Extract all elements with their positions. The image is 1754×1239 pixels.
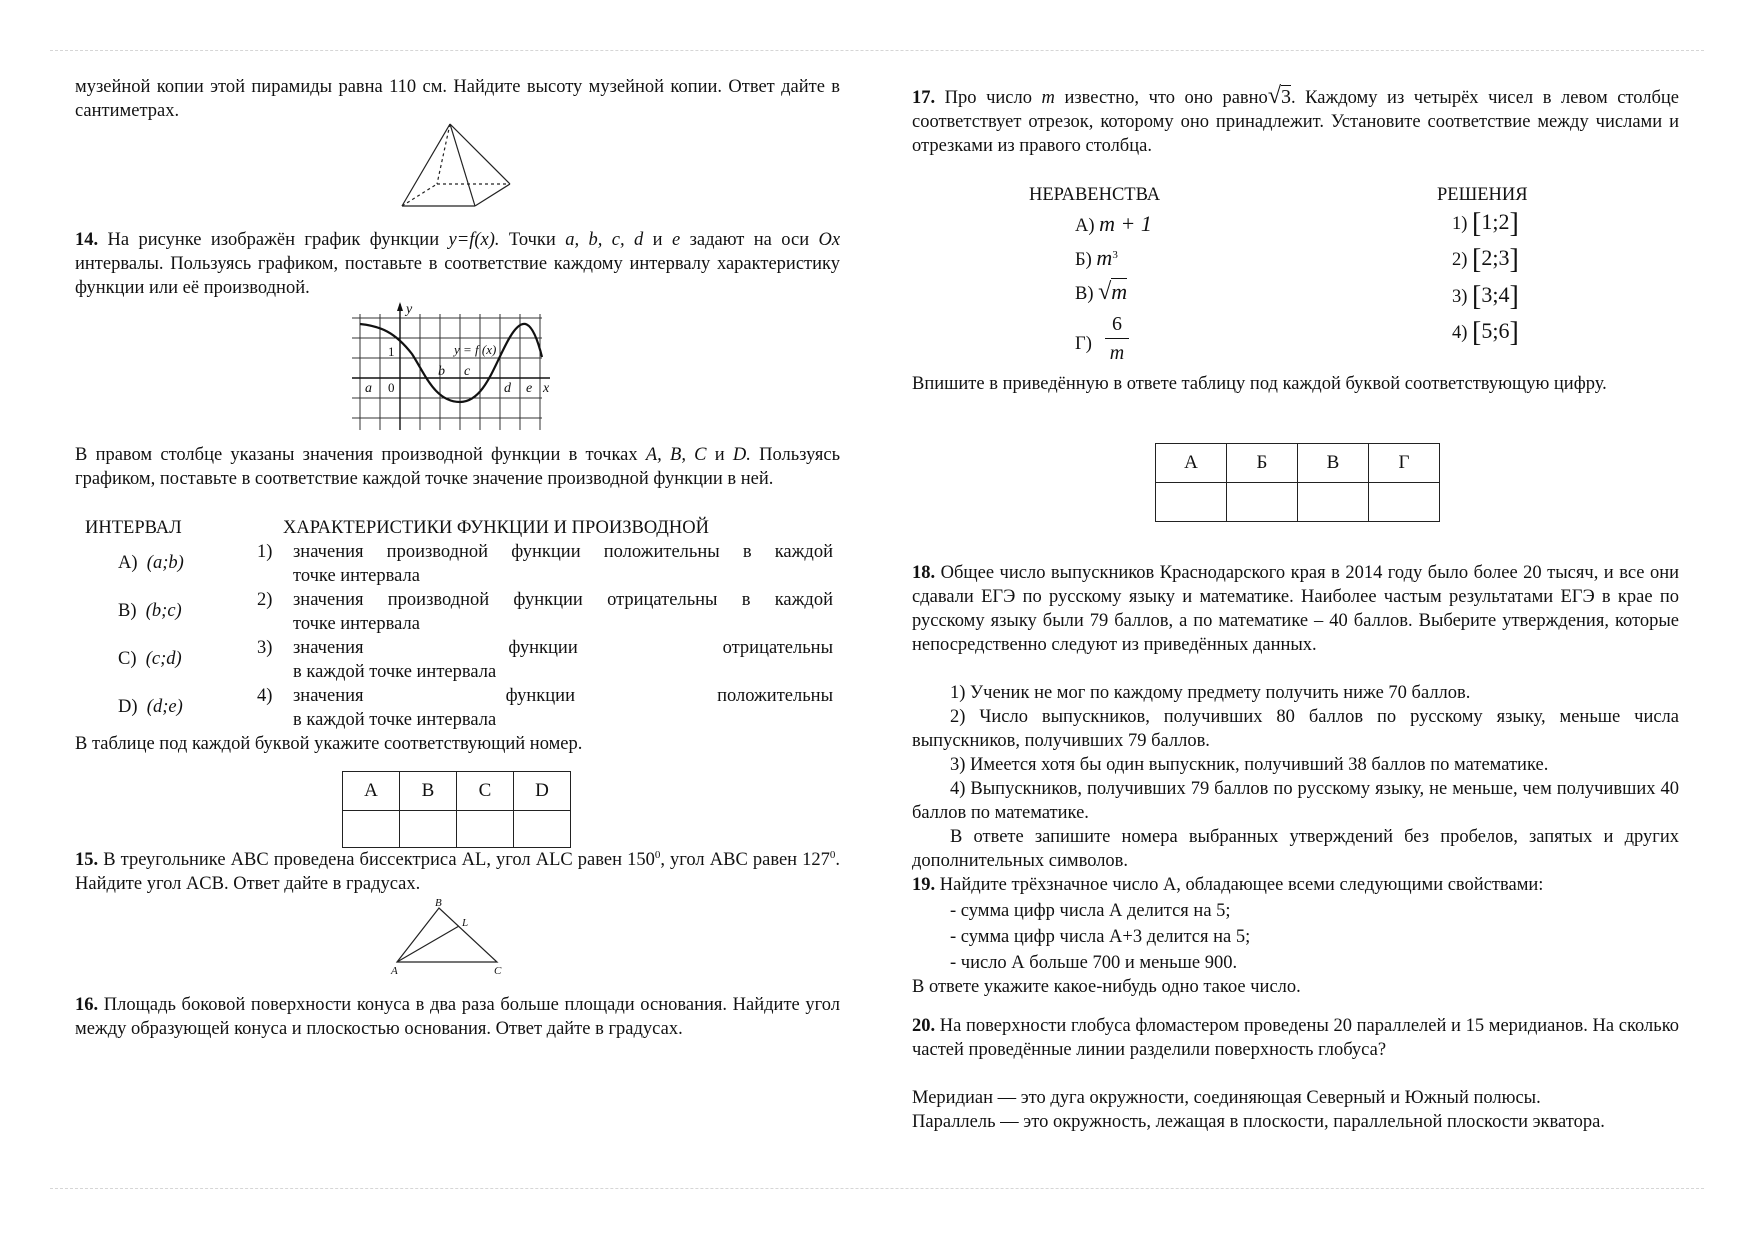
problem-19: 19. Найдите трёхзначное число А, обладающее всеми следующими свойствами: — [912, 875, 1544, 895]
problem-15: 15. В треугольнике ABC проведена биссектриса AL, угол ALC равен $150^0$, угол ABC равен $127^0$. Найдите угол ACB. Ответ дайте в градусах. — [75, 849, 841, 894]
problem-20-definition: Параллель — это окружность, лежащая в плоскости, параллельной плоскости экватора. — [912, 1112, 1605, 1132]
problem-14-text: задают на оси — [689, 230, 810, 250]
problem-18-item: 4) Выпускников, получивших 79 баллов по русскому языку, не меньше, чем получивших 40 баллов по математике. — [912, 779, 1679, 823]
problem-17-number: 17. — [912, 88, 936, 108]
solution-item: 2) [2;3] — [1452, 244, 1519, 275]
problem-14-point-e: e — [671, 230, 681, 250]
problem-20-number: 20. — [912, 1016, 936, 1036]
y-axis-arrow — [397, 302, 403, 311]
table-header-cell: А — [1156, 444, 1227, 483]
characteristic-item: 4) значения функции положительны в каждой точке интервала — [257, 686, 833, 730]
table-header-cell: D — [514, 772, 571, 811]
triangle-figure — [387, 898, 507, 976]
header-solutions: РЕШЕНИЯ — [1437, 185, 1528, 205]
answer-table-14 — [342, 771, 571, 848]
answer-cell[interactable] — [343, 811, 400, 848]
problem-18: 18. Общее число выпускников Краснодарского края в 2014 году было более 20 тысяч, и все они сдавали ЕГЭ по русскому языку и математике. Наиболее частым результатами ЕГЭ в крае по русскому языку были 79 баллов, а по математике – 40 баллов. Выберите утверждения, которые непосредственно следуют из приведённых данных. — [912, 563, 1680, 655]
solution-item: 1) [1;2] — [1452, 208, 1519, 239]
bottom-guide-line — [50, 1188, 1704, 1189]
solution-item: 3) [3;4] — [1452, 281, 1519, 312]
problem-18-item: 3) Имеется хотя бы один выпускник, получивший 38 баллов по математике. — [950, 755, 1549, 775]
graph-label-x: x — [543, 381, 550, 396]
problem-14-func: y=f(x). — [448, 230, 500, 250]
pyramid-base-edge — [475, 184, 510, 206]
sqrt-symbol: √ — [1098, 279, 1112, 305]
graph-label-func: y = f (x) — [454, 342, 497, 357]
pyramid-edge — [402, 124, 450, 206]
answer-cell[interactable] — [1369, 483, 1440, 522]
interval-item: B) (b;c) — [118, 601, 182, 621]
interval-item: D) (d;e) — [118, 697, 183, 717]
interval-item: A) (a;b) — [118, 553, 184, 573]
answer-cell[interactable] — [1298, 483, 1369, 522]
solution-item: 4) [5;6] — [1452, 317, 1519, 348]
answer-table-17 — [1155, 443, 1440, 522]
problem-14-text: и — [652, 230, 663, 250]
problem-15-number: 15. — [75, 850, 99, 870]
problem-20: 20. На поверхности глобуса фломастером проведены 20 параллелей и 15 меридианов. На сколько частей проведённые линии разделили поверхность глобуса? — [912, 1016, 1679, 1060]
function-graph — [350, 302, 550, 432]
table-header-cell: C — [457, 772, 514, 811]
bisector-al — [397, 926, 459, 962]
graph-label-zero: 0 — [388, 380, 395, 395]
triangle-label-l: L — [462, 917, 469, 929]
problem-18-item: 1) Ученик не мог по каждому предмету получить ниже 70 баллов. — [950, 683, 1471, 703]
problem-17-instruction: Впишите в приведённую в ответе таблицу под каждой буквой соответствующую цифру. — [912, 374, 1607, 394]
triangle-label-a: A — [391, 965, 398, 976]
problem-14-axis: Ox — [818, 230, 841, 250]
graph-label-y: y — [406, 302, 413, 317]
inequality-item: Б) $m^3$ — [1075, 245, 1118, 270]
problem-18-final: В ответе запишите номера выбранных утверждений без пробелов, запятых и других дополнительных символов. — [912, 827, 1679, 871]
problem-14-text: Точки — [508, 230, 556, 250]
pyramid-figure — [400, 122, 515, 210]
answer-cell[interactable] — [400, 811, 457, 848]
problem-20-definition: Меридиан — это дуга окружности, соединяющая Северный и Южный полюсы. — [912, 1088, 1541, 1108]
answer-cell[interactable] — [514, 811, 571, 848]
problem-14-number: 14. — [75, 230, 99, 250]
problem-16-number: 16. — [75, 995, 99, 1015]
table-header-cell: В — [1298, 444, 1369, 483]
problem-14-text: На рисунке изображён график функции — [107, 230, 440, 250]
graph-label-one: 1 — [388, 344, 395, 359]
characteristic-item: 2) значения производной функции отрицательны в каждой точке интервала — [257, 590, 833, 634]
answer-cell[interactable] — [1227, 483, 1298, 522]
problem-19-number: 19. — [912, 875, 936, 895]
graph-label-d: d — [504, 381, 511, 396]
problem-19-final: В ответе укажите какое-нибудь одно такое число. — [912, 977, 1301, 997]
table-header-cell: B — [400, 772, 457, 811]
header-interval: ИНТЕРВАЛ — [85, 518, 182, 538]
graph-label-a: a — [365, 381, 372, 396]
table-instruction: В таблице под каждой буквой укажите соответствующий номер. — [75, 734, 583, 754]
inequality-item: А) m + 1 — [1075, 211, 1152, 236]
graph-label-b: b — [438, 364, 445, 379]
problem-14-derivative-text: В правом столбце указаны значения производной функции в точках A, B, C и D. Пользуясь графиком, поставьте в соответствие каждой точке значение производной функции в ней. — [75, 445, 841, 489]
top-guide-line — [50, 50, 1704, 51]
triangle-label-c: C — [494, 965, 502, 976]
problem-18-item: 2) Число выпускников, получивших 80 баллов по русскому языку, меньше числа выпускников, получивших 79 баллов. — [912, 707, 1679, 751]
problem-16: 16. Площадь боковой поверхности конуса в два раза больше площади основания. Найдите угол между образующей конуса и плоскостью основания. Ответ дайте в градусах. — [75, 995, 840, 1039]
graph-label-e: e — [526, 381, 533, 396]
table-header-cell: A — [343, 772, 400, 811]
pyramid-hidden-edge — [437, 124, 450, 184]
header-characteristics: ХАРАКТЕРИСТИКИ ФУНКЦИИ И ПРОИЗВОДНОЙ — [283, 518, 709, 538]
triangle-label-b: B — [435, 898, 442, 909]
problem-14 — [75, 228, 840, 300]
problem-19-item: - сумма цифр числа А+3 делится на 5; — [950, 927, 1251, 947]
problem-19-item: - сумма цифр числа А делится на 5; — [950, 901, 1231, 921]
inequality-item: В) √m — [1075, 279, 1128, 305]
characteristic-item: 3) значения функции отрицательны в каждой точке интервала — [257, 638, 833, 682]
problem-13-tail: музейной копии этой пирамиды равна 110 см. Найдите высоту музейной копии. Ответ дайте в сантиметрах. — [75, 77, 840, 121]
interval-item: C) (c;d) — [118, 649, 182, 669]
answer-cell[interactable] — [1156, 483, 1227, 522]
table-header-cell: Г — [1369, 444, 1440, 483]
table-header-cell: Б — [1227, 444, 1298, 483]
problem-14-points: a, b, c, d — [565, 230, 644, 250]
sqrt-symbol: √ — [1267, 83, 1281, 109]
header-inequalities: НЕРАВЕНСТВА — [1029, 185, 1161, 205]
pyramid-hidden-edge — [402, 184, 437, 206]
problem-18-number: 18. — [912, 563, 936, 583]
problem-19-item: - число А больше 700 и меньше 900. — [950, 953, 1238, 973]
answer-cell[interactable] — [457, 811, 514, 848]
problem-14-text: интервалы. Пользуясь графиком, поставьте в соответствие каждому интервалу характеристику функции или её производной. — [75, 254, 840, 298]
fraction: 6 m — [1105, 310, 1129, 367]
problem-17: 17. Про число m известно, что оно равно√3. Каждому из четырёх чисел в левом столбце соответствует отрезок, которому оно принадлежит. Установите соответствие между числами и отрезками из правого столбца. — [912, 83, 1680, 156]
characteristic-item: 1) значения производной функции положительны в каждой точке интервала — [257, 542, 833, 586]
graph-label-c: c — [464, 364, 471, 379]
